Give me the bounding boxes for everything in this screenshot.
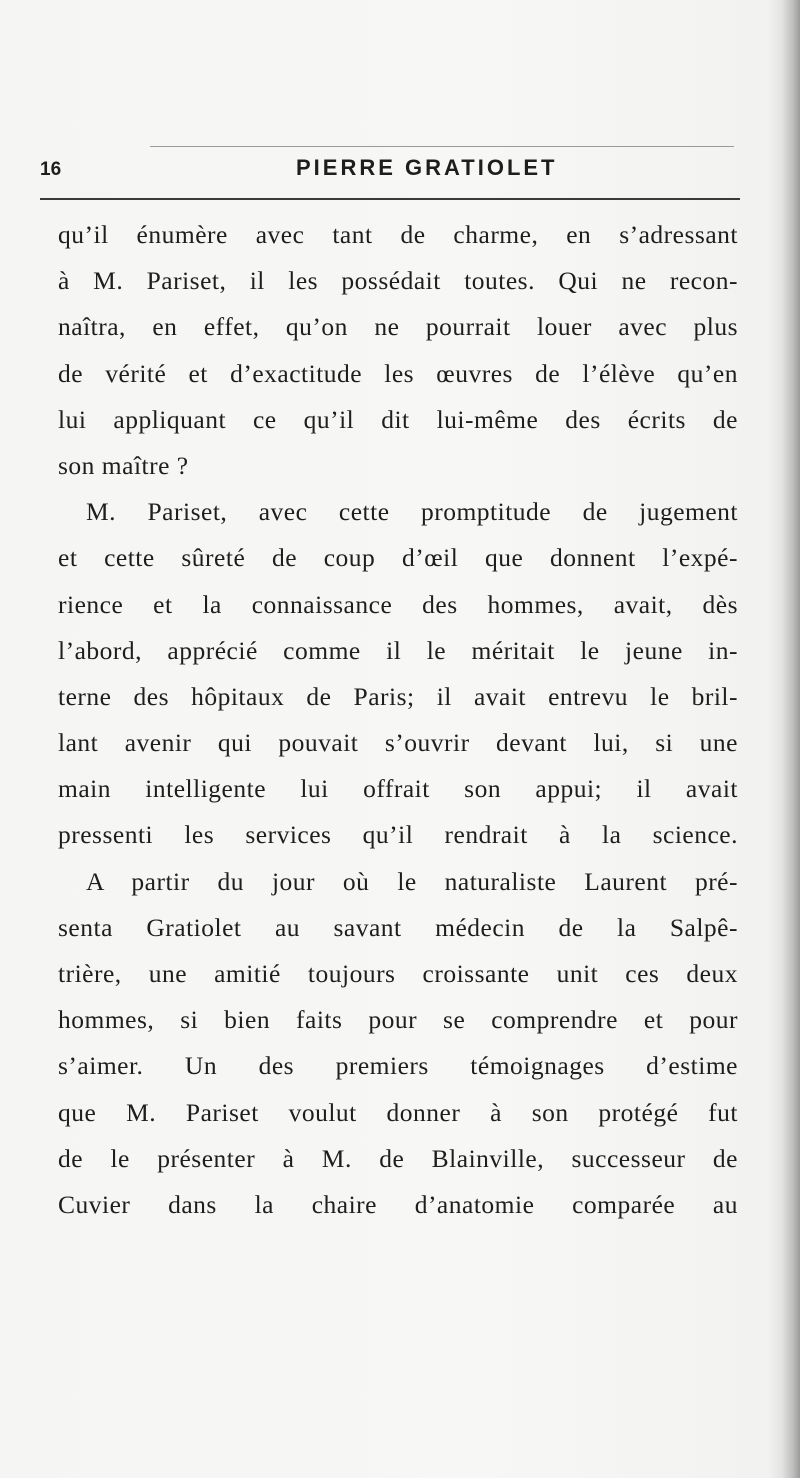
text-line: l’abord, apprécié comme il le méritait le jeune in- — [58, 635, 738, 665]
text-line: et cette sûreté de coup d’œil que donnent l’expé- — [58, 543, 738, 573]
text-line: trière, une amitié toujours croissante unit ces deux — [58, 959, 738, 988]
text-line: à M. Pariset, il les possédait toutes. Qui ne recon- — [58, 266, 738, 296]
text-line: Cuvier dans la chaire d’anatomie comparée au — [58, 1189, 738, 1219]
text-line: hommes, si bien faits pour se comprendre et pour — [58, 1005, 738, 1035]
running-head: PIERRE GRATIOLET — [296, 155, 558, 180]
text-line: pressenti les services qu’il rendrait à la science. — [58, 820, 738, 850]
text-line: qu’il énumère avec tant de charme, en s’adressant — [58, 220, 738, 249]
text-line: terne des hôpitaux de Paris; il avait entrevu le bril- — [58, 681, 738, 711]
top-faint-rule — [150, 146, 734, 147]
text-line: A partir du jour où le naturaliste Laurent pré- — [86, 866, 738, 896]
text-line: rience et la connaissance des hommes, avait, dès — [58, 589, 738, 619]
page-edge-shadow — [782, 0, 800, 1478]
text-line: de vérité et d’exactitude les œuvres de l’élève qu’en — [58, 358, 738, 388]
text-line: que M. Pariset voulut donner à son protégé fut — [58, 1097, 738, 1127]
body-text — [58, 212, 738, 1228]
text-line: naîtra, en effet, qu’on ne pourrait louer avec plus — [58, 312, 738, 342]
text-line: lui appliquant ce qu’il dit lui-même des écrits de — [58, 404, 738, 434]
header-rule — [40, 198, 740, 200]
page-number: 16 — [40, 159, 62, 180]
text-line: lant avenir qui pouvait s’ouvrir devant lui, si une — [58, 728, 738, 758]
text-line: s’aimer. Un des premiers témoignages d’estime — [58, 1051, 738, 1081]
text-line: son maître ? — [58, 450, 189, 480]
page-header — [40, 155, 740, 191]
text-line: de le présenter à M. de Blainville, successeur de — [58, 1143, 738, 1173]
text-line: main intelligente lui offrait son appui; il avait — [58, 774, 738, 804]
text-line: M. Pariset, avec cette promptitude de jugement — [86, 497, 738, 527]
text-line: senta Gratiolet au savant médecin de la Salpê- — [58, 912, 738, 942]
